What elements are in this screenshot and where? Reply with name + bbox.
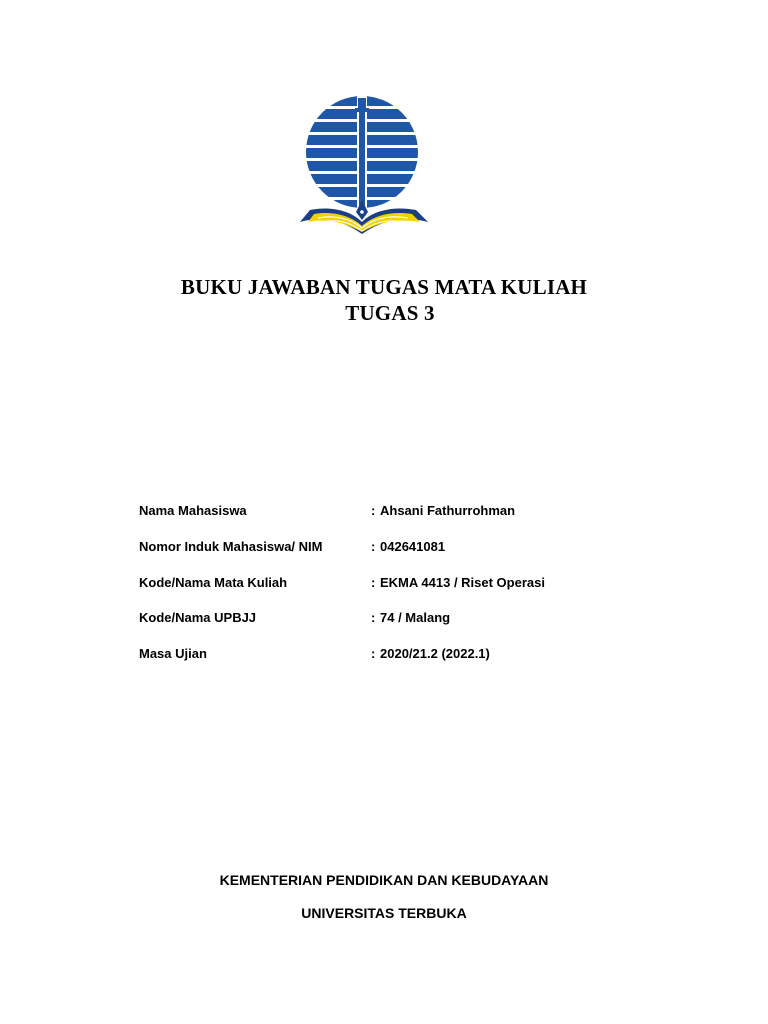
ministry-name: KEMENTERIAN PENDIDIKAN DAN KEBUDAYAAN: [219, 872, 549, 888]
info-label: Kode/Nama UPBJJ: [139, 610, 257, 626]
info-row-upbjj: [139, 610, 639, 646]
universitas-terbuka-logo-icon: [296, 94, 432, 244]
document-subtitle: TUGAS 3: [345, 301, 435, 325]
info-separator: :: [371, 646, 376, 662]
info-label: Kode/Nama Mata Kuliah: [139, 574, 288, 590]
info-value: Ahsani Fathurrohman: [380, 503, 516, 518]
info-label: Nomor Induk Mahasiswa/ NIM: [139, 538, 323, 554]
info-value: EKMA 4413 / Riset Operasi: [380, 574, 545, 590]
info-separator: :: [371, 574, 376, 590]
info-row-masa-ujian: [139, 646, 639, 682]
info-row-nim: [139, 539, 639, 575]
info-row-mata-kuliah: [139, 575, 639, 611]
student-info-table: [139, 503, 639, 682]
info-separator: :: [371, 610, 376, 626]
document-title: BUKU JAWABAN TUGAS MATA KULIAH: [180, 275, 588, 299]
info-value: 2020/21.2 (2022.1): [380, 646, 490, 662]
info-label: Masa Ujian: [139, 646, 207, 662]
info-row-nama: [139, 503, 639, 539]
info-label: Nama Mahasiswa: [139, 503, 247, 518]
info-value: 042641081: [380, 538, 446, 554]
info-separator: :: [371, 538, 376, 554]
university-name: UNIVERSITAS TERBUKA: [301, 905, 467, 921]
info-separator: :: [371, 503, 376, 518]
info-value: 74 / Malang: [380, 610, 451, 626]
